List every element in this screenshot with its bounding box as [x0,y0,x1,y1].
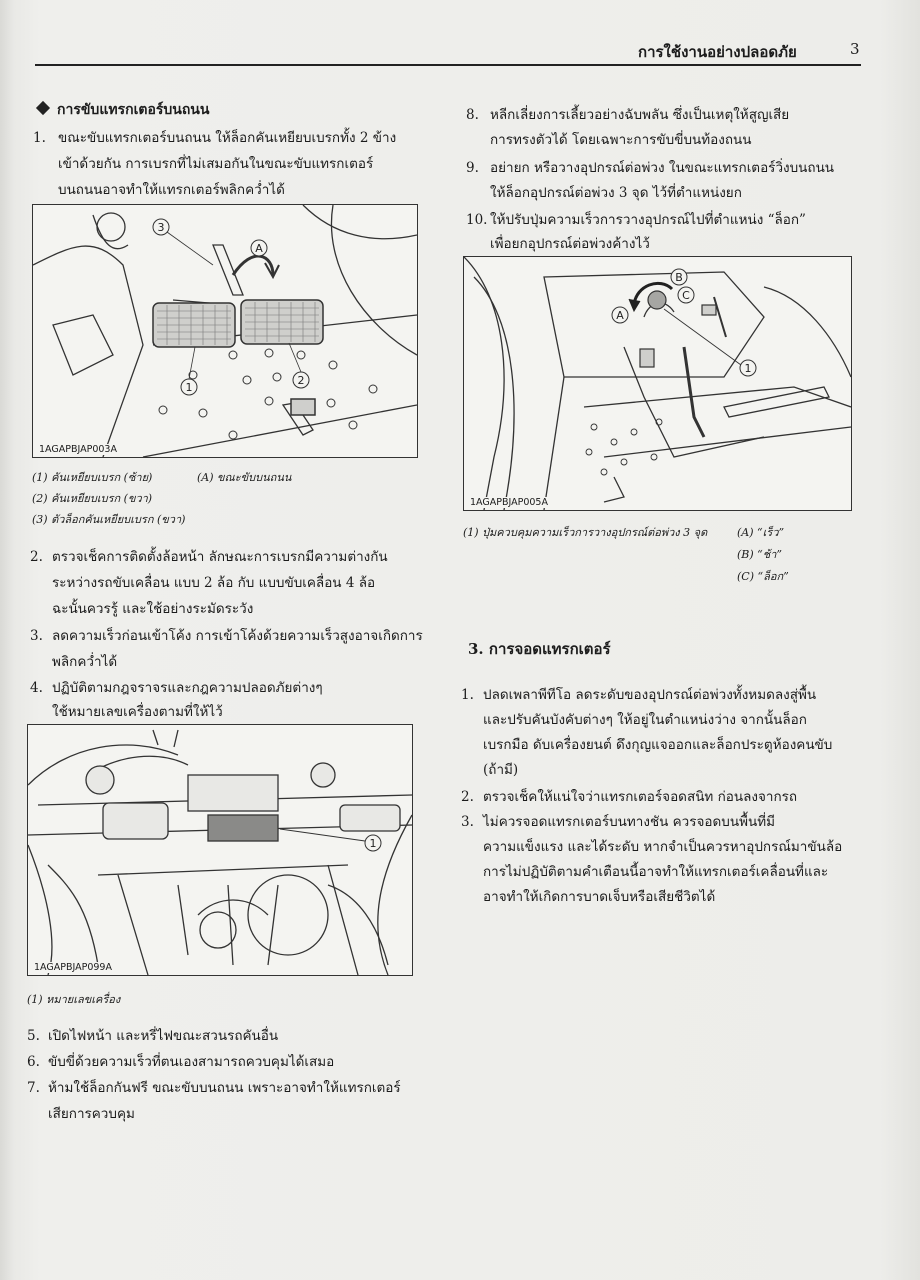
item10-line: ให้ปรับปุ่มความเร็วการวางอุปกรณ์ไปที่ตำแหน่ง “ล็อก” [490,212,806,228]
item-number: 2. [461,789,474,805]
item9-line: อย่ายก หรือวางอุปกรณ์ต่อพ่วง ในขณะแทรกเตอร์วิ่งบนถนน [490,160,835,176]
figure1-caption: (2) คันเหยียบเบรก (ขวา) [32,492,153,505]
figure1-caption: (1) คันเหยียบเบรก (ซ้าย) [32,471,153,484]
figure-code: 1AGAPBJAP005A [470,497,548,508]
figure3-caption: (A) “เร็ว” [737,526,785,539]
figure1-marker: A [255,242,263,255]
item7-line: เสียการควบคุม [48,1106,135,1122]
serial-number-figure [27,724,413,976]
brake-pedal-illustration [33,205,417,457]
item3-line: พลิกคว่ำได้ [52,654,118,670]
item9-line: ให้ล็อกอุปกรณ์ต่อพ่วง 3 จุด ไว้ที่ตำแหน่งยก [490,185,742,201]
section-title-road-driving: การขับแทรกเตอร์บนถนน [57,102,210,118]
parking-item2-line: ตรวจเช็คให้แน่ใจว่าแทรกเตอร์จอดสนิท ก่อนลงจากรถ [483,789,798,805]
header-title: การใช้งานอย่างปลอดภัย [638,43,797,61]
item3-line: ลดความเร็วก่อนเข้าโค้ง การเข้าโค้งด้วยความเร็วสูงอาจเกิดการ [52,628,423,644]
figure-code: 1AGAPBJAP003A [39,444,117,455]
figure3-marker: 1 [744,362,752,375]
item-number: 3. [30,628,43,644]
lowering-speed-knob-figure [463,256,852,511]
item-number: 4. [30,680,43,696]
parking-item1-line: (ถ้ามี) [483,762,519,778]
parking-item3-line: อาจทำให้เกิดการบาดเจ็บหรือเสียชีวิตได้ [483,889,716,905]
parking-item3-line: การไม่ปฏิบัติตามคำเตือนนี้อาจทำให้แทรกเตอร์เคลื่อนที่และ [483,864,829,880]
parking-item1-line: ปลดเพลาพีทีโอ ลดระดับของอุปกรณ์ต่อพ่วงทั้งหมดลงสู่พื้น [483,687,817,703]
figure1-caption: (A) ขณะขับบนถนน [197,471,292,484]
figure1-marker: 1 [185,381,193,394]
item-number: 6. [27,1054,40,1070]
figure-code: 1AGAPBJAP099A [34,962,112,973]
tractor-front-illustration [28,725,412,975]
parking-item1-line: และปรับคันบังคับต่างๆ ให้อยู่ในตำแหน่งว่าง จากนั้นล็อก [483,712,807,728]
figure3-caption: (B) “ช้า” [737,548,783,561]
item-number: 7. [27,1080,40,1096]
figure2-marker: 1 [369,837,377,850]
item-number: 10. [466,212,488,228]
item1-line: ขณะขับแทรกเตอร์บนถนน ให้ล็อกคันเหยียบเบรกทั้ง 2 ข้าง [58,130,397,146]
item4-line: ปฏิบัติตามกฎจราจรและกฎความปลอดภัยต่างๆ [52,680,323,696]
item6-line: ขับขี่ด้วยความเร็วที่ตนเองสามารถควบคุมได้เสมอ [48,1054,335,1070]
figure1-caption: (3) ตัวล็อกคันเหยียบเบรก (ขวา) [32,513,186,526]
item-number: 8. [466,107,479,123]
header-rule [35,64,861,66]
figure3-caption: (C) “ล็อก” [737,570,789,583]
section-title-parking: 3. การจอดแทรกเตอร์ [468,640,611,658]
item-number: 3. [461,814,474,830]
parking-item1-line: เบรกมือ ดับเครื่องยนต์ ดึงกุญแจออกและล็อกประตูห้องคนขับ [483,737,833,753]
item1-line: บนถนนอาจทำให้แทรกเตอร์พลิกคว่ำได้ [58,182,285,198]
item2-line: ตรวจเช็คการติดตั้งล้อหน้า ลักษณะการเบรกมีความต่างกัน [52,549,388,565]
item7-line: ห้ามใช้ล็อกกันฟรี ขณะขับบนถนน เพราะอาจทำให้แทรกเตอร์ [48,1080,401,1096]
item-number: 1. [461,687,474,703]
brake-pedal-figure [32,204,418,458]
item4-line: ใช้หมายเลขเครื่องตามที่ให้ไว้ [52,704,223,720]
figure2-caption: (1) หมายเลขเครื่อง [27,993,121,1006]
item2-line: ฉะนั้นควรรู้ และใช้อย่างระมัดระวัง [52,601,254,617]
hitch-control-illustration [464,257,851,510]
diamond-bullet-icon [36,101,50,115]
page-number: 3 [850,40,860,58]
item-number: 1. [33,130,46,146]
figure1-marker: 3 [157,221,165,234]
item-number: 5. [27,1028,40,1044]
parking-item3-line: ความแข็งแรง และได้ระดับ หากจำเป็นควรหาอุปกรณ์มาขันล้อ [483,839,843,855]
parking-item3-line: ไม่ควรจอดแทรกเตอร์บนทางชัน ควรจอดบนพื้นที่มี [483,814,776,830]
item1-line: เข้าด้วยกัน การเบรกที่ไม่เสมอกันในขณะขับแทรกเตอร์ [58,156,374,172]
item8-line: หลีกเลี่ยงการเลี้ยวอย่างฉับพลัน ซึ่งเป็นเหตุให้สูญเสีย [490,107,790,123]
item2-line: ระหว่างรถขับเคลื่อน แบบ 2 ล้อ กับ แบบขับเคลื่อน 4 ล้อ [52,575,376,591]
figure3-marker: C [682,289,690,302]
item-number: 9. [466,160,479,176]
item10-line: เพื่อยกอุปกรณ์ต่อพ่วงค้างไว้ [490,236,650,252]
figure3-marker: A [616,309,624,322]
item5-line: เปิดไฟหน้า และหรี่ไฟขณะสวนรถคันอื่น [48,1028,279,1044]
figure1-marker: 2 [297,374,305,387]
figure3-marker: B [675,271,683,284]
item8-line: การทรงตัวได้ โดยเฉพาะการขับขี่บนท้องถนน [490,132,752,148]
figure3-caption: (1) ปุ่มควบคุมความเร็วการวางอุปกรณ์ต่อพ่วง 3 จุด [463,526,708,539]
item-number: 2. [30,549,43,565]
